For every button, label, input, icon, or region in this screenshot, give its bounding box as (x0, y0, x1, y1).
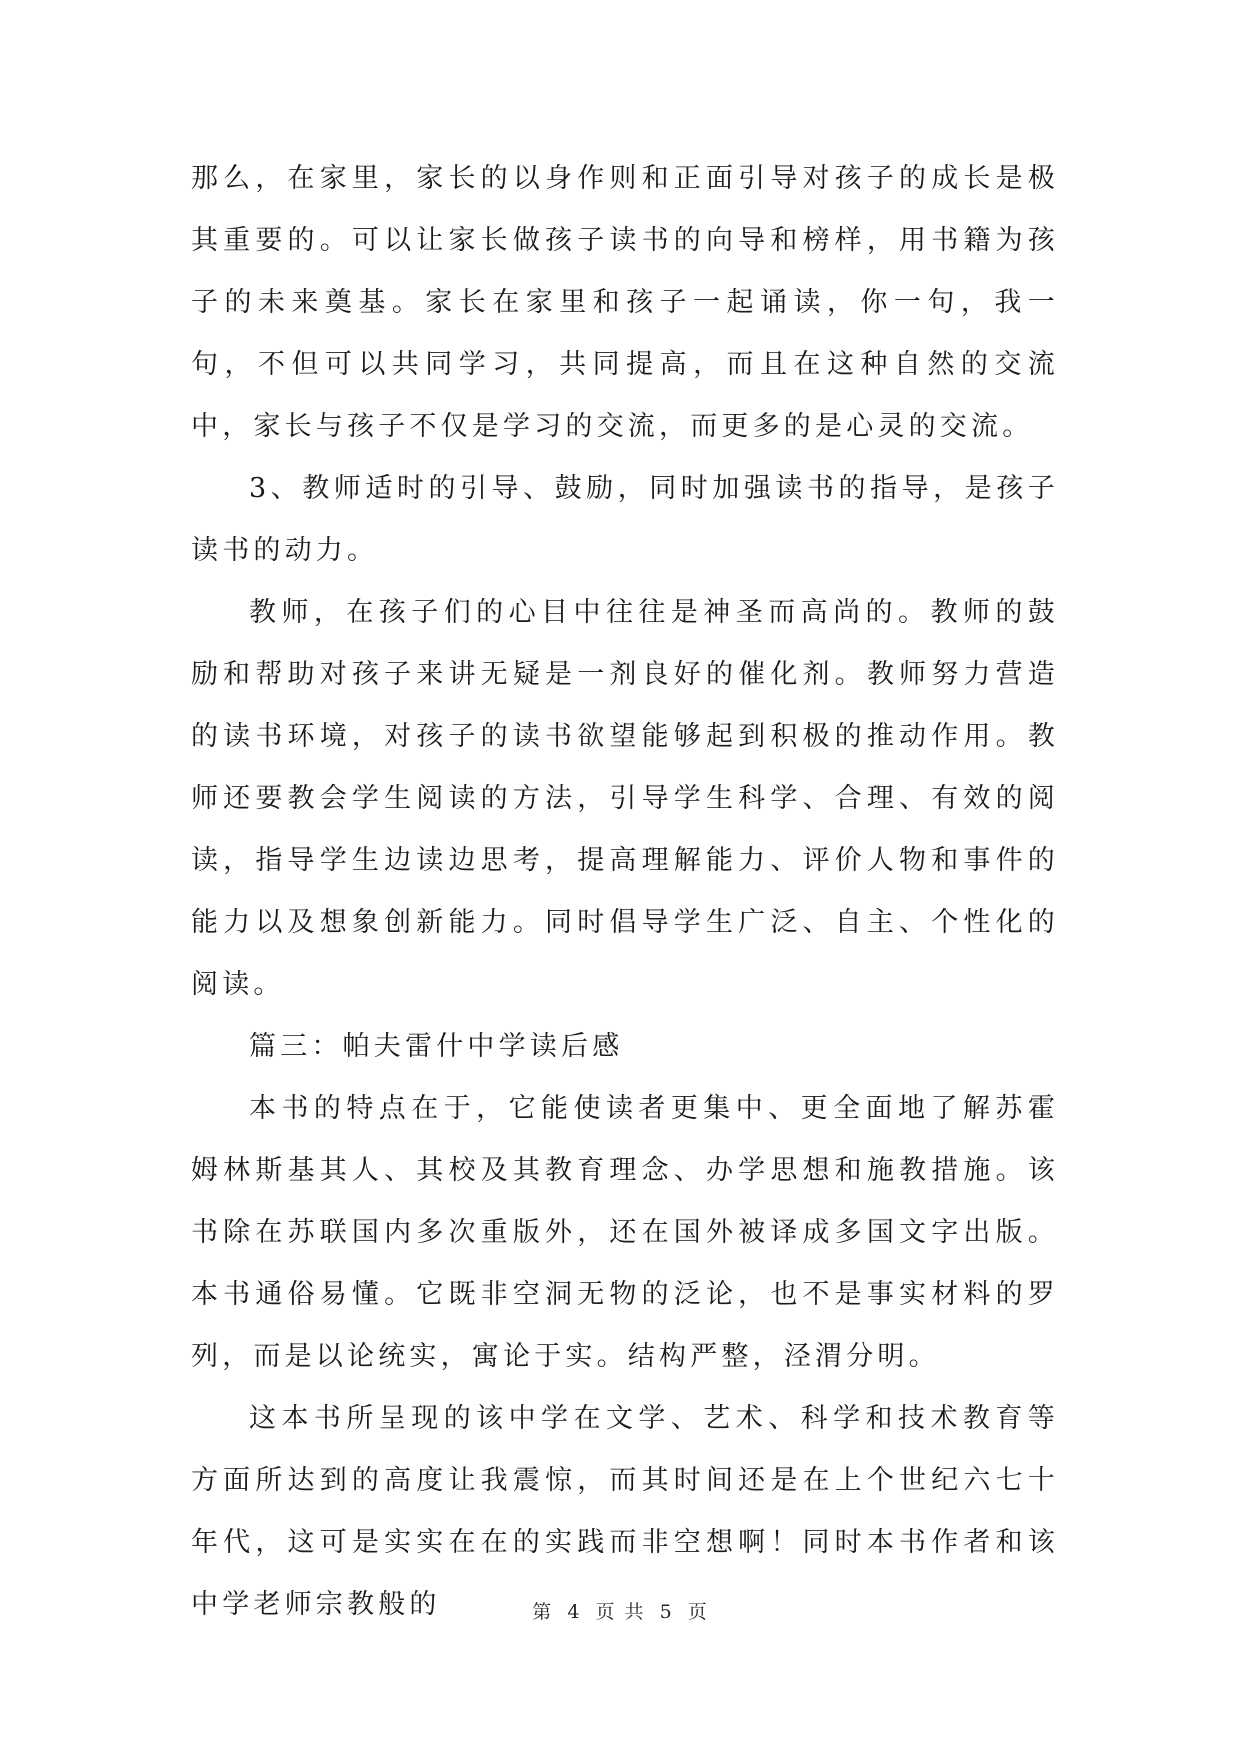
page-footer (0, 1597, 1241, 1624)
footer-prefix: 第 (532, 1601, 554, 1623)
section-heading: 篇三：帕夫雷什中学读后感 (249, 1031, 624, 1062)
document-body (191, 148, 1059, 1636)
paragraph-1: 那么，在家里，家长的以身作则和正面引导对孩子的成长是极其重要的。可以让家长做孩子读书的向导和榜样，用书籍为孩子的未来奠基。家长在家里和孩子一起诵读，你一句，我一句，不但可以共同学习，共同提高，而且在这种自然的交流中，家长与孩子不仅是学习的交流，而更多的是心灵的交流。 (191, 163, 1059, 442)
footer-suffix: 页 (687, 1601, 709, 1623)
footer-total-pages: 5 (659, 1601, 674, 1623)
paragraph-4: 本书的特点在于，它能使读者更集中、更全面地了解苏霍姆林斯基其人、其校及其教育理念、办学思想和施教措施。该书除在苏联国内多次重版外，还在国外被译成多国文字出版。本书通俗易懂。它既非空洞无物的泛论，也不是事实材料的罗列，而是以论统实，寓论于实。结构严整，泾渭分明。 (191, 1093, 1059, 1372)
paragraph-5: 这本书所呈现的该中学在文学、艺术、科学和技术教育等方面所达到的高度让我震惊，而其时间还是在上个世纪六七十年代，这可是实实在在的实践而非空想啊！同时本书作者和该中学老师宗教般的 (191, 1403, 1059, 1620)
footer-current-page: 4 (567, 1601, 582, 1623)
paragraph-2: 3、教师适时的引导、鼓励，同时加强读书的指导，是孩子读书的动力。 (191, 473, 1059, 566)
footer-middle: 页 共 (595, 1601, 646, 1623)
paragraph-3: 教师，在孩子们的心目中往往是神圣而高尚的。教师的鼓励和帮助对孩子来讲无疑是一剂良好的催化剂。教师努力营造的读书环境，对孩子的读书欲望能够起到积极的推动作用。教师还要教会学生阅读的方法，引导学生科学、合理、有效的阅读，指导学生边读边思考，提高理解能力、评价人物和事件的能力以及想象创新能力。同时倡导学生广泛、自主、个性化的阅读。 (191, 597, 1059, 1000)
